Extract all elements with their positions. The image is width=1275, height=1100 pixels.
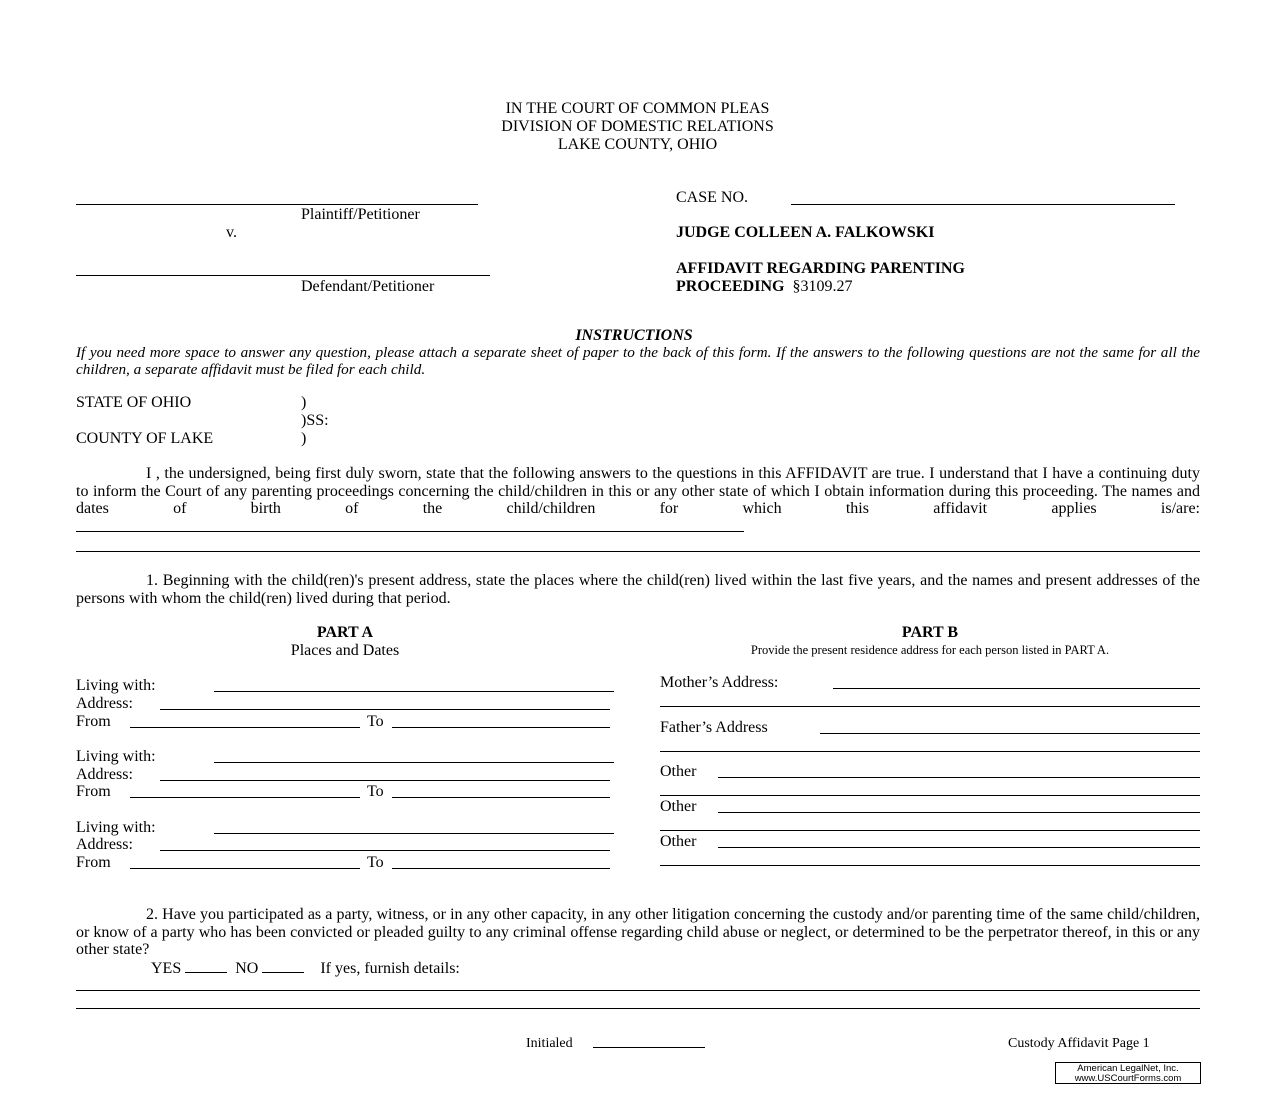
from-label-3: From — [76, 854, 111, 871]
question-1-text: 1. Beginning with the child(ren)'s present address, state the places where the child(ren) lived within the last five years, and the names and present addresses of the persons with whom the child(ren) lived during that period. — [76, 572, 1200, 607]
living-with-field-2[interactable] — [214, 762, 614, 763]
judge-name: JUDGE COLLEEN A. FALKOWSKI — [676, 224, 935, 241]
venue-paren-top: ) — [301, 394, 307, 411]
case-no-field[interactable] — [791, 204, 1175, 205]
mother-address-label: Mother’s Address: — [660, 674, 779, 691]
form-title-proceeding: PROCEEDING — [676, 278, 785, 295]
living-with-field-3[interactable] — [214, 833, 614, 834]
part-b-title: PART B — [901, 624, 959, 641]
other-address-field-1[interactable] — [718, 777, 1200, 778]
address-field-1[interactable] — [160, 709, 610, 710]
mother-address-field-2[interactable] — [660, 706, 1200, 707]
children-names-field[interactable] — [76, 518, 744, 532]
page-label: Custody Affidavit Page 1 — [1008, 1036, 1150, 1051]
to-date-field-1[interactable] — [392, 727, 610, 728]
other-address-field-3b[interactable] — [660, 865, 1200, 866]
to-label-2: To — [367, 783, 384, 800]
to-label-1: To — [367, 713, 384, 730]
part-a-subtitle: Places and Dates — [290, 642, 400, 659]
county-label: COUNTY OF LAKE — [76, 430, 214, 447]
to-label-3: To — [367, 854, 384, 871]
other-address-field-2[interactable] — [718, 812, 1200, 813]
father-address-label: Father’s Address — [660, 719, 768, 736]
court-name: IN THE COURT OF COMMON PLEAS — [505, 100, 770, 117]
court-division: DIVISION OF DOMESTIC RELATIONS — [501, 118, 774, 135]
living-with-label-1: Living with: — [76, 677, 156, 694]
question-1 — [76, 572, 1200, 607]
instructions-heading: INSTRUCTIONS — [575, 327, 693, 344]
publisher-name: American LegalNet, Inc. — [1077, 1063, 1179, 1074]
other-address-label-1: Other — [660, 763, 697, 780]
oath-text: I , the undersigned, being first duly sworn, state that the following answers to the questions in this AFFIDAVIT are true. I understand that I have a continuing duty to inform the Court of any parenting proceedings concerning the child/children in this or any other state of which I obtain information during this proceeding. The names and dates of birth of the child/children for which this affidavit applies is/are: — [76, 465, 1200, 517]
ss-label: )SS: — [301, 412, 329, 429]
statute-reference: §3109.27 — [792, 278, 853, 295]
versus-label: v. — [226, 224, 237, 241]
instructions-text: If you need more space to answer any question, please attach a separate sheet of paper to the back of this form. If the answers to the following questions are not the same for all the children, a separate affidavit must be filed for each child. — [76, 344, 1200, 378]
from-date-field-3[interactable] — [130, 868, 360, 869]
question-2 — [76, 906, 1200, 959]
details-field-1[interactable] — [76, 990, 1200, 991]
from-date-field-2[interactable] — [130, 797, 360, 798]
from-label-1: From — [76, 713, 111, 730]
other-address-label-2: Other — [660, 798, 697, 815]
initialed-label: Initialed — [526, 1036, 573, 1051]
other-address-field-2b[interactable] — [660, 830, 1200, 831]
yes-no-row — [151, 959, 460, 978]
publisher-url: www.USCourtForms.com — [1074, 1073, 1182, 1084]
details-field-2[interactable] — [76, 1008, 1200, 1009]
yes-field[interactable] — [185, 959, 227, 973]
address-label-2: Address: — [76, 766, 133, 783]
details-label: If yes, furnish details: — [320, 960, 460, 977]
to-date-field-3[interactable] — [392, 868, 610, 869]
initialed-field[interactable] — [593, 1047, 705, 1048]
living-with-label-2: Living with: — [76, 748, 156, 765]
no-field[interactable] — [262, 959, 304, 973]
from-label-2: From — [76, 783, 111, 800]
other-address-field-1b[interactable] — [660, 795, 1200, 796]
part-a-title: PART A — [316, 624, 374, 641]
oath-paragraph — [76, 465, 1200, 536]
form-title-line2 — [676, 278, 852, 296]
form-title-line1: AFFIDAVIT REGARDING PARENTING — [676, 260, 965, 277]
yes-label: YES — [151, 960, 182, 977]
from-date-field-1[interactable] — [130, 727, 360, 728]
living-with-field-1[interactable] — [214, 691, 614, 692]
part-b-subtitle: Provide the present residence address for each person listed in PART A. — [750, 643, 1110, 657]
address-field-3[interactable] — [160, 850, 610, 851]
plaintiff-label: Plaintiff/Petitioner — [301, 206, 420, 223]
state-label: STATE OF OHIO — [76, 394, 192, 411]
father-address-field[interactable] — [820, 733, 1200, 734]
children-names-line-2[interactable] — [76, 551, 1200, 552]
address-field-2[interactable] — [160, 780, 610, 781]
plaintiff-name-field[interactable] — [76, 204, 478, 205]
to-date-field-2[interactable] — [392, 797, 610, 798]
other-address-field-3[interactable] — [718, 847, 1200, 848]
question-2-text: 2. Have you participated as a party, witness, or in any other capacity, in any other litigation concerning the custody and/or parenting time of the same child/children, or know of a party who has been convicted or pleaded guilty to any criminal offense regarding child abuse or neglect, or determined to be the perpetrator thereof, in this or any other state? — [76, 906, 1200, 958]
other-address-label-3: Other — [660, 833, 697, 850]
publisher-badge — [1055, 1062, 1201, 1084]
venue-paren-bottom: ) — [301, 430, 307, 447]
mother-address-field[interactable] — [833, 688, 1200, 689]
living-with-label-3: Living with: — [76, 819, 156, 836]
case-no-label: CASE NO. — [676, 189, 749, 206]
address-label-1: Address: — [76, 695, 133, 712]
defendant-name-field[interactable] — [76, 275, 490, 276]
court-county: LAKE COUNTY, OHIO — [557, 136, 718, 153]
father-address-field-2[interactable] — [660, 751, 1200, 752]
defendant-label: Defendant/Petitioner — [301, 278, 435, 295]
address-label-3: Address: — [76, 836, 133, 853]
no-label: NO — [235, 960, 259, 977]
